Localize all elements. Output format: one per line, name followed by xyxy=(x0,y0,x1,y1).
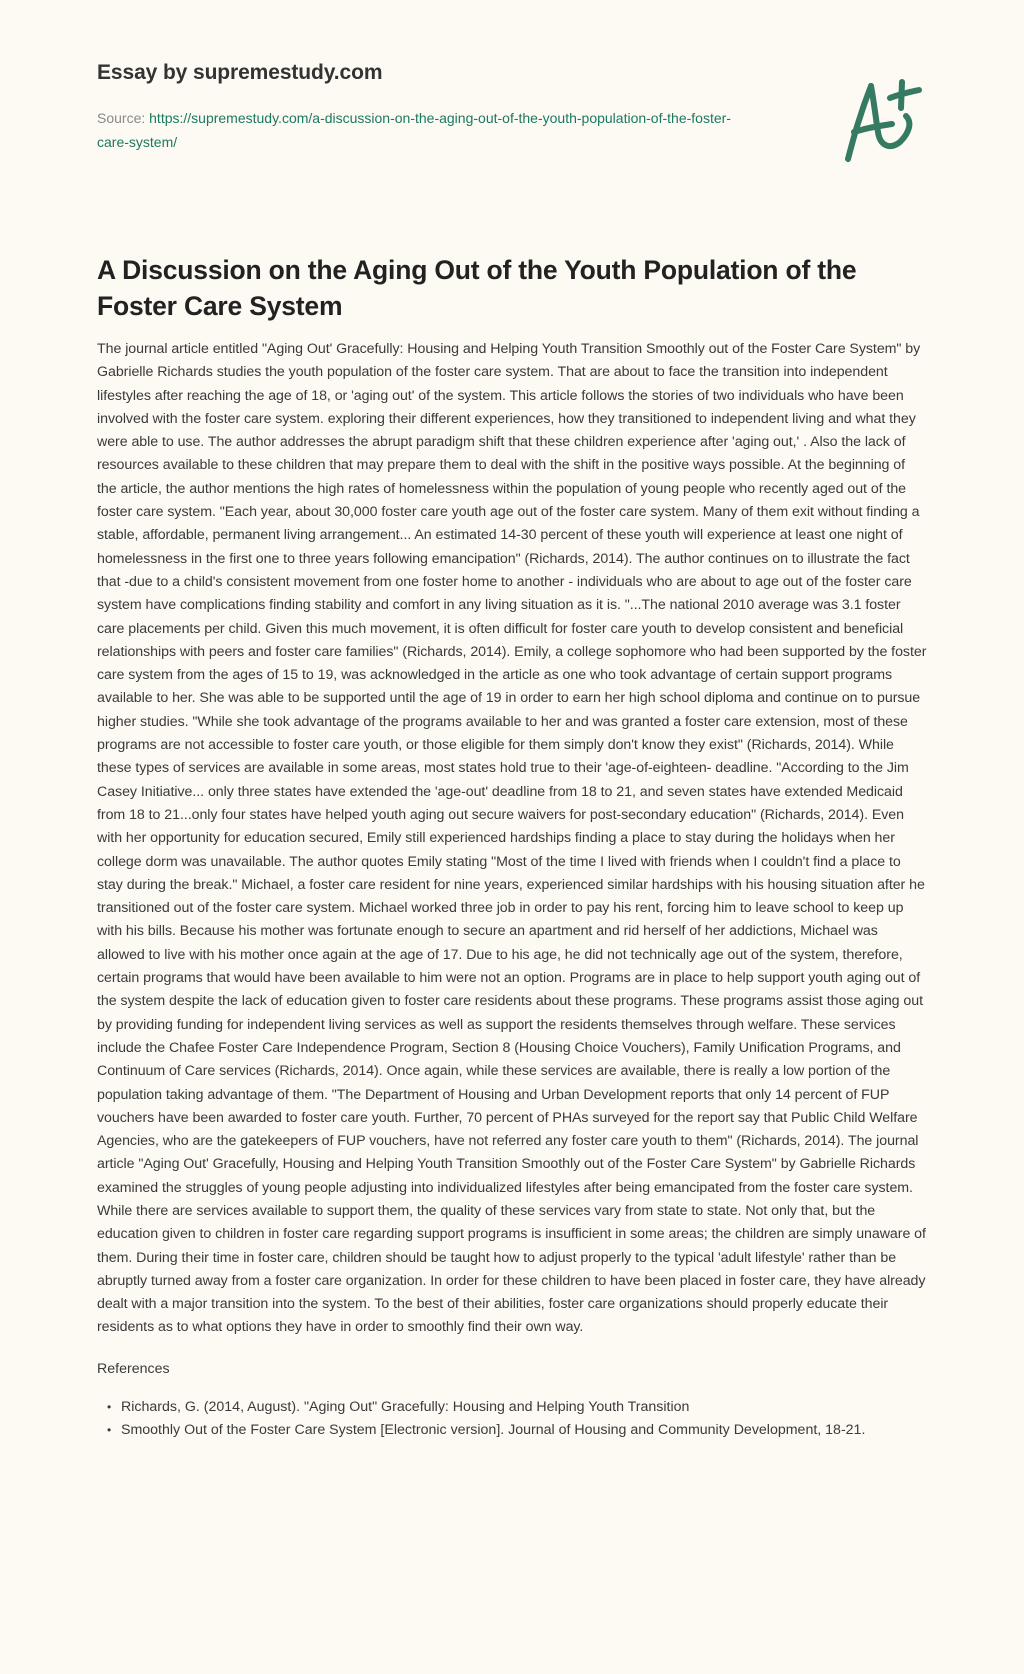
reference-text: Smoothly Out of the Foster Care System [Electronic version]. Journal of Housing and Community Development, 18-21. xyxy=(121,1422,866,1439)
essay-body: The journal article entitled "Aging Out' Gracefully: Housing and Helping Youth Transition Smoothly out of the Foster Care System" by Gabrielle Richards studies the youth population of the foster care system. That are about to face the transition into independent lifestyles after reaching the age of 18, or 'aging out' of the system. This article follows the stories of two individuals who have been involved with the foster care system. exploring their different experiences, how they transitioned to independent living and what they were able to use. The author addresses the abrupt paradigm shift that these children experience after 'aging out,' . Also the lack of resources available to these children that may prepare them to deal with the shift in the positive ways possible. At the beginning of the article, the author mentions the high rates of homelessness within the population of young people who recently aged out of the foster care system. "Each year, about 30,000 foster care youth age out of the foster care system. Many of them exit without finding a stable, affordable, permanent living arrangement... An estimated 14-30 percent of these youth will experience at least one night of homelessness in the first one to three years following emancipation" (Richards, 2014). The author continues on to illustrate the fact that -due to a child's consistent movement from one foster home to another - individuals who are about to age out of the foster care system have complications finding stability and comfort in any living situation as it is. "...The national 2010 average was 3.1 foster care placements per child. Given this much movement, it is often difficult for foster care youth to develop consistent and beneficial relationships with peers and foster care families" (Richards, 2014). Emily, a college sophomore who had been supported by the foster care system from the ages of 15 to 19, was acknowledged in the article as one who took advantage of certain support programs available to her. She was able to be supported until the age of 19 in order to earn her high school diploma and continue on to pursue higher studies. "While she took advantage of the programs available to her and was granted a foster care extension, most of these programs are not accessible to foster care youth, or those eligible for them simply don't know they exist" (Richards, 2014). While these types of services are available in some areas, most states hold true to their 'age-of-eighteen- deadline. "According to the Jim Casey Initiative... only three states have extended the 'age-out' deadline from 18 to 21, and seven states have extended Medicaid from 18 to 21...only four states have helped youth aging out secure waivers for post-secondary education" (Richards, 2014). Even with her opportunity for education secured, Emily still experienced hardships finding a place to stay during the holidays when her college dorm was unavailable. The author quotes Emily stating "Most of the time I lived with friends when I couldn't find a place to stay during the break." Michael, a foster care resident for nine years, experienced similar hardships with his housing situation after he transitioned out of the foster care system. Michael worked three job in order to pay his rent, forcing him to leave school to keep up with his bills. Because his mother was fortunate enough to secure an apartment and rid herself of her addictions, Michael was allowed to live with his mother once again at the age of 17. Due to his age, he did not technically age out of the system, therefore, certain programs that would have been available to him were not an option. Programs are in place to help support youth aging out of the system despite the lack of education given to foster care residents about these programs. These programs assist those aging out by providing funding for independent living services as well as support the residents themselves through welfare. These services include the Chafee Foster Care Independence Program, Section 8 (Housing Choice Vouchers), Family Unification Programs, and Continuum of Care services (Richards, 2014). Once again, while these services are available, there is really a low portion of the population taking advantage of them. "The Department of Housing and Urban Development reports that only 14 percent of FUP vouchers have been awarded to foster care youth. Further, 70 percent of PHAs surveyed for the report say that Public Child Welfare Agencies, who are the gatekeepers of FUP vouchers, have not referred any foster care youth to them" (Richards, 2014). The journal article "Aging Out' Gracefully, Housing and Helping Youth Transition Smoothly out of the Foster Care System" by Gabrielle Richards examined the struggles of young people adjusting into individualized lifestyles after being emancipated from the foster care system. While there are services available to support them, the quality of these services vary from state to state. Not only that, but the education given to children in foster care regarding support programs is insufficient in some areas; the children are simply unaware of them. During their time in foster care, children should be taught how to adjust properly to the typical 'adult lifestyle' rather than be abruptly turned away from a foster care organization. In order for these children to have been placed in foster care, they have already dealt with a major transition into the system. To the best of their abilities, foster care organizations should properly educate their residents as to what options they have in order to smoothly find their own way. xyxy=(97,341,927,1336)
a-plus-grade-icon xyxy=(820,64,940,164)
source-label: Source: xyxy=(97,110,150,126)
bullet-icon: • xyxy=(107,1399,112,1414)
references-list xyxy=(97,1396,927,1443)
source-link[interactable]: https://supremestudy.com/a-discussion-on-the-aging-out-of-the-youth-population-of-the-foster-care-system/ xyxy=(97,110,731,150)
site-title: Essay by supremestudy.com xyxy=(97,61,383,84)
essay-article xyxy=(97,252,927,1442)
references-heading: References xyxy=(97,1360,170,1377)
page-title: A Discussion on the Aging Out of the Youth Population of the Foster Care System xyxy=(97,255,857,321)
bullet-icon: • xyxy=(107,1423,112,1438)
reference-item xyxy=(107,1419,927,1442)
reference-item xyxy=(107,1396,927,1419)
site-header xyxy=(97,60,737,154)
source-line xyxy=(97,106,737,154)
reference-text: Richards, G. (2014, August). "Aging Out" Gracefully: Housing and Helping Youth Transition xyxy=(121,1398,690,1415)
